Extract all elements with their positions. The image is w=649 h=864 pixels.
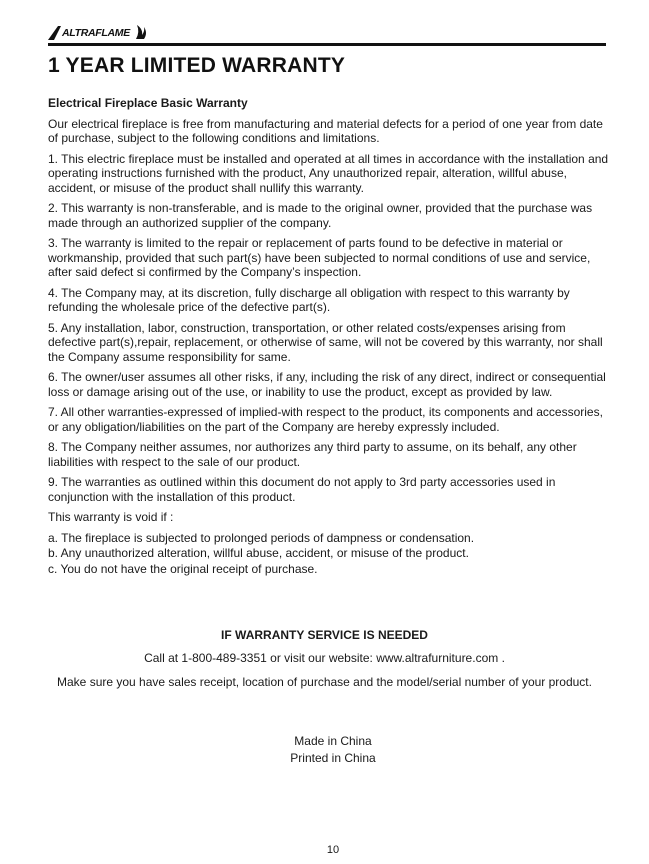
page-title: 1 YEAR LIMITED WARRANTY <box>48 54 346 77</box>
warranty-body <box>48 96 610 577</box>
service-contact: Call at 1-800-489-3351 or visit our website: www.altrafurniture.com . <box>144 651 505 665</box>
condition-item: 4. The Company may, at its discretion, fully discharge all obligation with respect to this warranty by refunding the wholesale price of the defective part(s). <box>48 285 570 314</box>
condition-item: 2. This warranty is non-transferable, and is made to the original owner, provided that the purchase was made through an authorized supplier of the company. <box>48 201 593 230</box>
logo-text: ALTRAFLAME <box>62 27 130 39</box>
condition-item: 1. This electric fireplace must be installed and operated at all times in accordance with the installation and operating instructions furnished with the product, Any unauthorized repair, alteration, willful abuse, accident, or misuse of the product shall nullify this warranty. <box>48 151 609 195</box>
header-rule <box>48 43 606 46</box>
condition-item: 7. All other warranties-expressed of implied-with respect to the product, its components and accessories, or any obligation/liabilities on the part of the Company are hereby expressly included. <box>48 405 603 434</box>
condition-item: 6. The owner/user assumes all other risks, if any, including the risk of any direct, indirect or consequential loss or damage arising out of the use, or inability to use the product, except as provided by law. <box>48 370 606 399</box>
made-in-label: Made in China <box>294 734 372 748</box>
printed-in-label: Printed in China <box>290 751 376 765</box>
void-item: b. Any unauthorized alteration, willful abuse, accident, or misuse of the product. <box>48 546 469 560</box>
void-item: a. The fireplace is subjected to prolonged periods of dampness or condensation. <box>48 530 475 545</box>
warranty-intro: Our electrical fireplace is free from manufacturing and material defects for a period of one year from date of purchase, subject to the following conditions and limitations. <box>48 116 603 145</box>
void-heading: This warranty is void if : <box>48 510 174 524</box>
condition-item: 8. The Company neither assumes, nor authorizes any third party to assume, on its behalf, any other liabilities with respect to the sale of our product. <box>48 440 577 469</box>
service-heading: IF WARRANTY SERVICE IS NEEDED <box>221 628 428 642</box>
warranty-subtitle: Electrical Fireplace Basic Warranty <box>48 96 248 110</box>
condition-item: 9. The warranties as outlined within this document do not apply to 3rd party accessories used in conjunction with the installation of this product. <box>48 475 556 504</box>
condition-item: 5. Any installation, labor, construction, transportation, or other related costs/expenses arising from defective part(s),repair, replacement, or otherwise of same, will not be covered by this warranty, nor shall the Company assume responsibility for same. <box>48 320 603 364</box>
void-item: c. You do not have the original receipt of purchase. <box>48 561 318 576</box>
conditions-list <box>48 152 610 505</box>
page-number: 10 <box>326 844 340 856</box>
brand-logo <box>48 20 148 44</box>
service-note: Make sure you have sales receipt, location of purchase and the model/serial number of your product. <box>57 675 592 689</box>
condition-item: 3. The warranty is limited to the repair or replacement of parts found to be defective in material or workmanship, provided that such part(s) have been subjected to normal conditions of use and service, after said defect si confirmed by the Company’s inspection. <box>48 236 591 279</box>
